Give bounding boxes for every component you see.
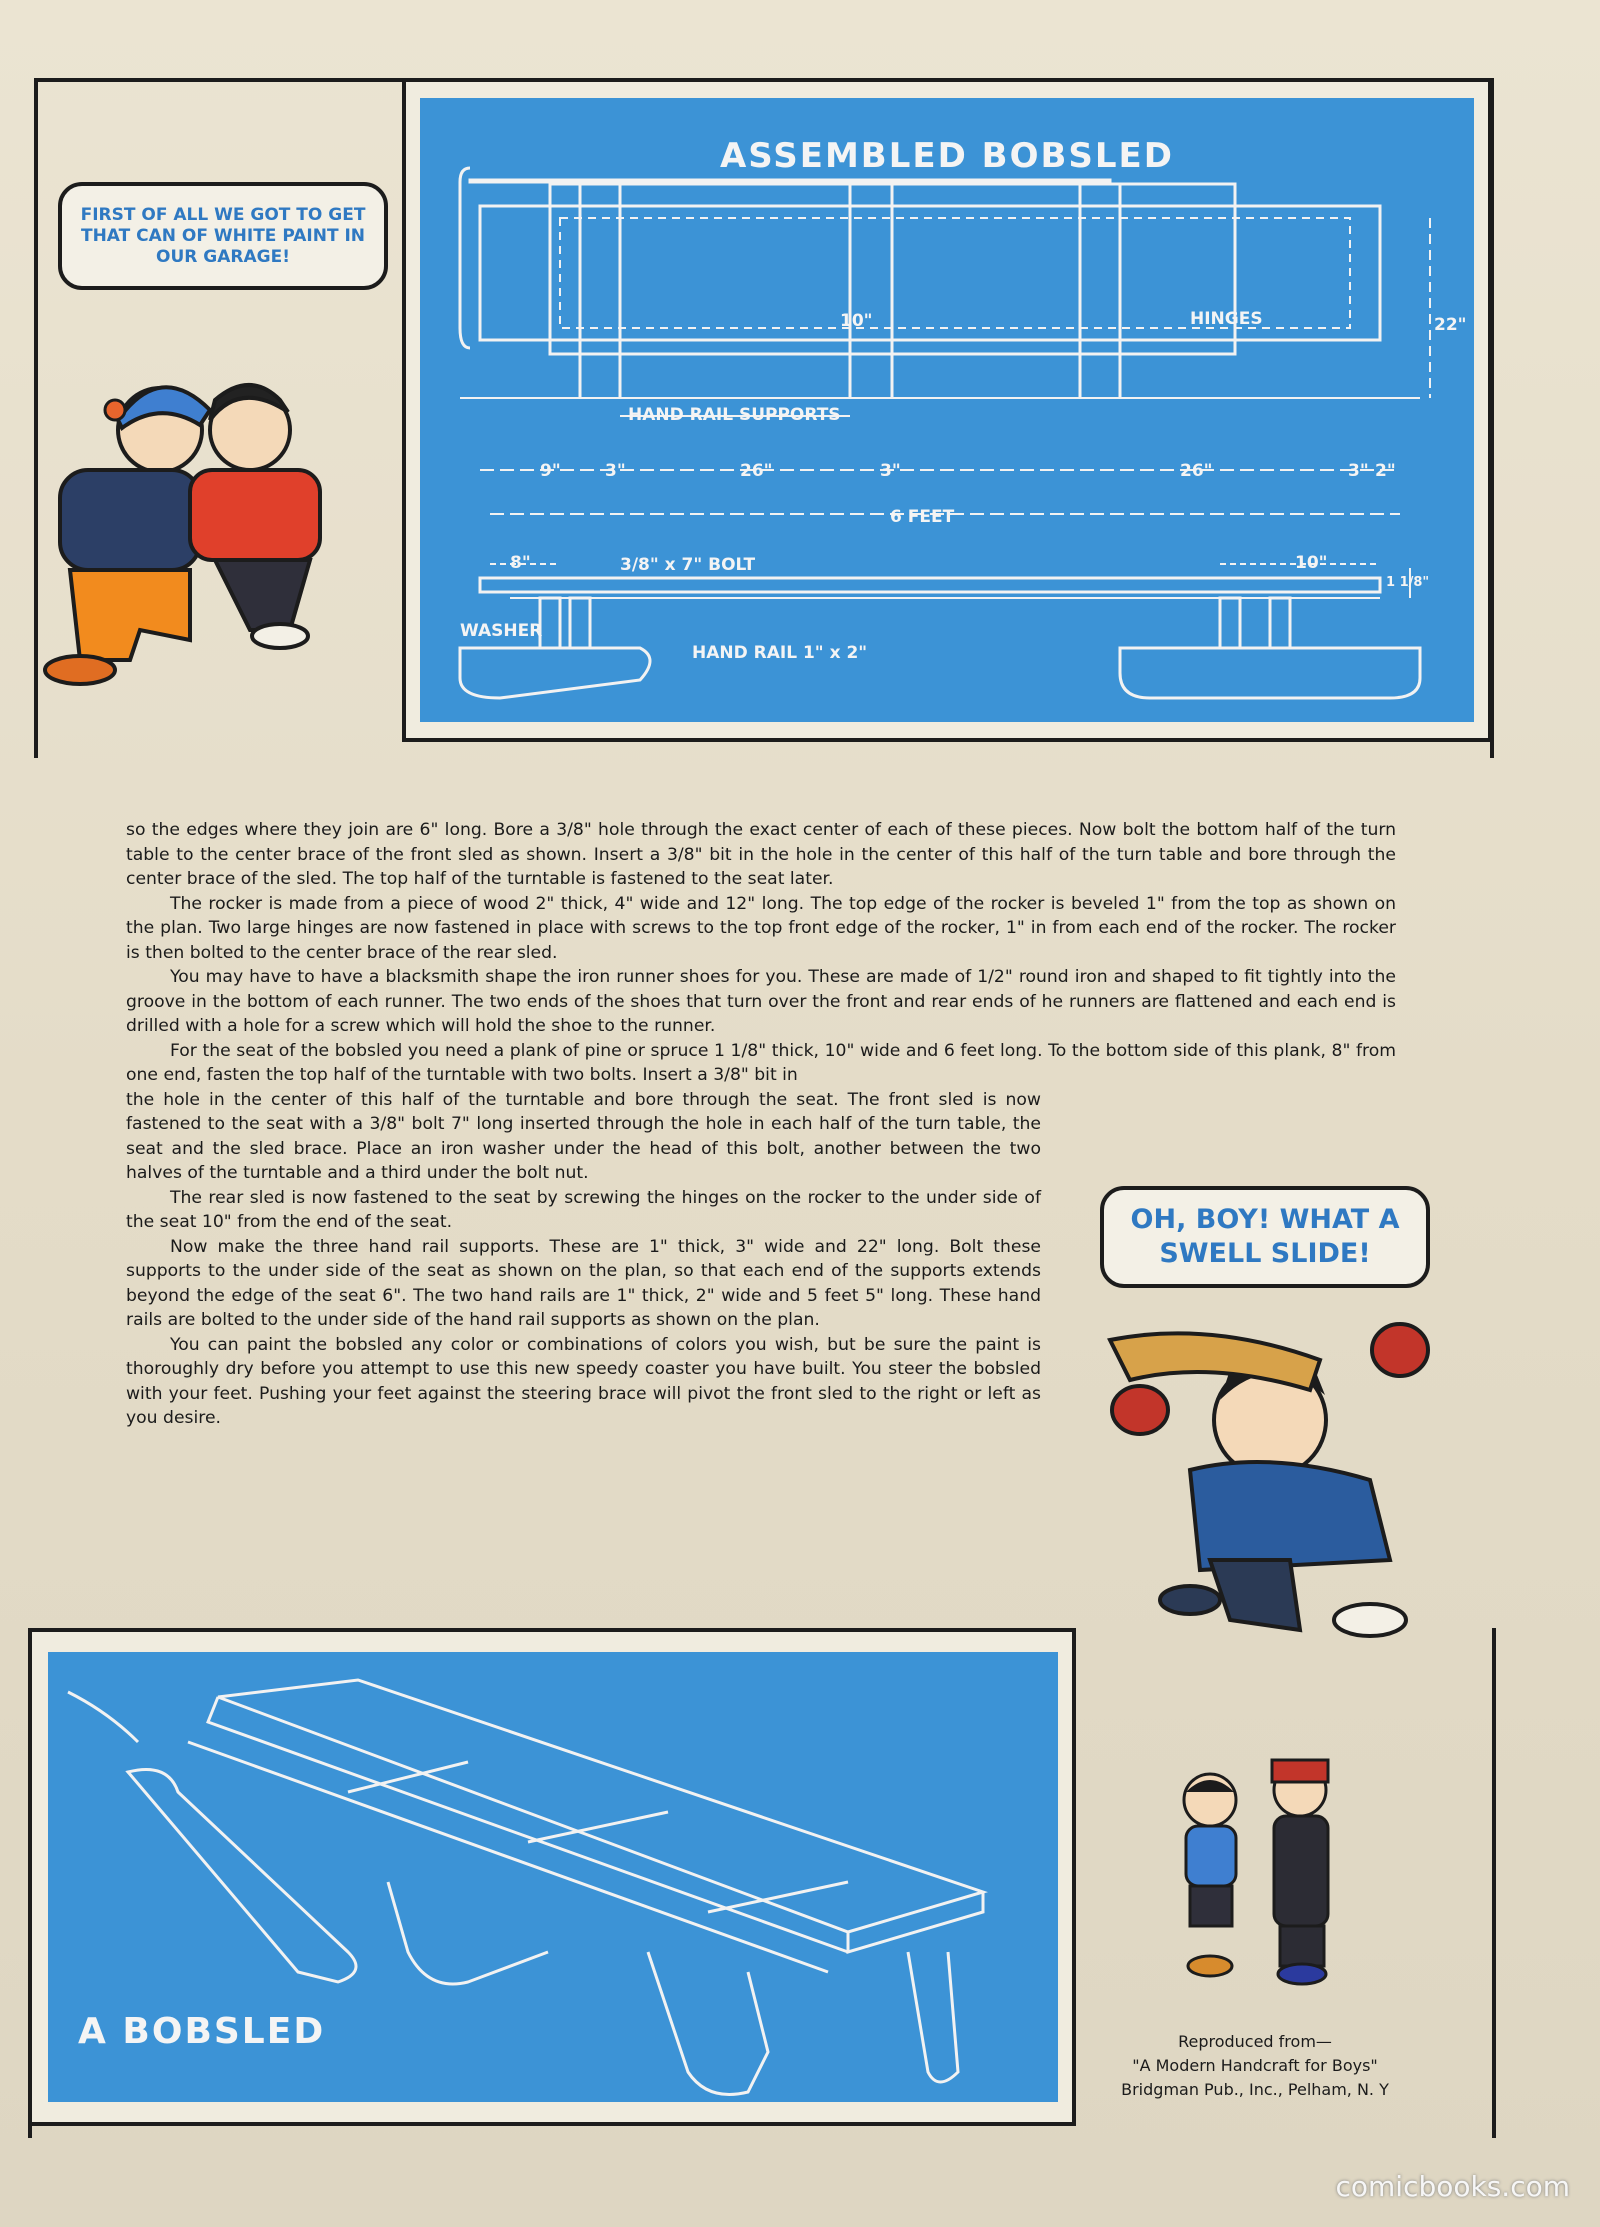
credit-line-2: "A Modern Handcraft for Boys": [1132, 2056, 1378, 2075]
paragraph-7: You can paint the bobsled any color or combinations of colors you wish, but be sure the paint is thoroughly dry before you attempt to use this new speedy coaster you have built. You steer the bobsled with your feet. Pushing your feet against the steering brace will pivot the front sled to the right or left as you desire.: [126, 1334, 1041, 1428]
label-26-inch-a: 26": [740, 461, 773, 481]
two-boys-illustration: [40, 340, 400, 720]
label-9-inch: 9": [540, 461, 561, 481]
label-10-inch: 10": [840, 311, 873, 331]
bobsled-plan-drawing: [420, 98, 1474, 722]
label-8-inch: 8": [510, 553, 531, 573]
paragraph-1: so the edges where they join are 6" long. Bore a 3/8" hole through the exact center of each of these pieces. Now bolt the bottom half of the turn table to the center brace of the front sled as shown. Insert a 3/8" bit in the hole in the center of this half of the turn table and bore through the center brace of the sled. The top half of the turntable is fastened to the seat later.: [126, 820, 1396, 889]
blueprint-background: [420, 98, 1474, 722]
label-22-inch: 22": [1434, 315, 1467, 335]
label-10-inch-b: 10": [1295, 553, 1328, 573]
paragraph-5: The rear sled is now fastened to the seat by screwing the hinges on the rocker to the under side of the seat 10" from the end of the seat.: [126, 1187, 1041, 1232]
reproduction-credit: [1090, 2030, 1420, 2102]
paragraph-6: Now make the three hand rail supports. These are 1" thick, 3" wide and 22" long. Bolt these supports to the under side of the seat as shown on the plan, so that each end of the supports extends beyond the edge of the seat 6". The two hand rails are 1" thick, 2" wide and 5 feet 5" long. These hand rails are bolted to the under side of the hand rail supports as shown on the plan.: [126, 1236, 1041, 1330]
label-hand-rail-supports: HAND RAIL SUPPORTS: [628, 405, 841, 425]
label-1-1-8-inch: 1 1/8": [1386, 575, 1430, 590]
credit-line-3: Bridgman Pub., Inc., Pelham, N. Y: [1121, 2080, 1389, 2099]
credit-line-1: Reproduced from—: [1178, 2032, 1332, 2051]
label-3-inch-b: 3": [880, 461, 901, 481]
label-washer: WASHER: [460, 621, 543, 641]
paragraph-4-continued: the hole in the center of this half of the turntable and bore through the seat. The front sled is now fastened to the seat with a 3/8" bolt 7" long inserted through the hole in each half of the turn table, the seat and the sled brace. Place an iron washer under the head of this bolt, another between the two halves of the turntable and a third under the bolt nut.: [126, 1089, 1041, 1183]
site-watermark: comicbooks.com: [1335, 2170, 1570, 2203]
label-3-inch-c: 3": [1348, 461, 1369, 481]
label-6-feet: 6 FEET: [890, 507, 955, 527]
label-26-inch-b: 26": [1180, 461, 1213, 481]
paragraph-4: For the seat of the bobsled you need a plank of pine or spruce 1 1/8" thick, 10" wide and 6 feet long. To the bottom side of this plank, 8" from one end, fasten the top half of the turntable with two bolts. Insert a 3/8" bit in: [126, 1040, 1396, 1085]
bobsled-blueprint-background: [48, 1652, 1058, 2102]
speech-text-slide: OH, BOY! WHAT A SWELL SLIDE!: [1130, 1204, 1400, 1269]
assembled-bobsled-panel: [402, 78, 1492, 742]
bobsled-caption: A BOBSLED: [78, 2011, 326, 2052]
two-kids-illustration: [1150, 1740, 1370, 2000]
label-bolt: 3/8" x 7" BOLT: [620, 555, 756, 575]
paragraph-3: You may have to have a blacksmith shape the iron runner shoes for you. These are made of 1/2" round iron and shaped to fit tightly into the groove in the bottom of each runner. The two ends of the shoes that turn over the front and rear ends of he runners are flattened and each end is drilled with a hole for a screw which will hold the shoe to the runner.: [126, 967, 1396, 1036]
label-hinges: HINGES: [1190, 309, 1263, 329]
speech-text-garage: FIRST OF ALL WE GOT TO GET THAT CAN OF WHITE PAINT IN OUR GARAGE!: [80, 204, 366, 267]
label-2-inch: 2": [1375, 461, 1396, 481]
blueprint-title: ASSEMBLED BOBSLED: [719, 136, 1175, 176]
paragraph-2: The rocker is made from a piece of wood 2" thick, 4" wide and 12" long. The top edge of the rocker is beveled 1" from the top as shown on the plan. Two large hinges are now fastened in place with screws to the top front edge of the rocker, 1" in from each end of the rocker. The rocker is then bolted to the center brace of the rear sled.: [126, 893, 1396, 963]
bobsled-perspective-panel: [28, 1628, 1076, 2126]
narrow-column: [126, 1088, 1041, 1431]
label-3-inch-a: 3": [605, 461, 626, 481]
speech-bubble-slide: [1100, 1186, 1430, 1288]
speech-bubble-garage: [58, 182, 388, 290]
label-hand-rail: HAND RAIL 1" x 2": [692, 643, 868, 663]
running-kid-illustration: [1070, 1300, 1450, 1660]
